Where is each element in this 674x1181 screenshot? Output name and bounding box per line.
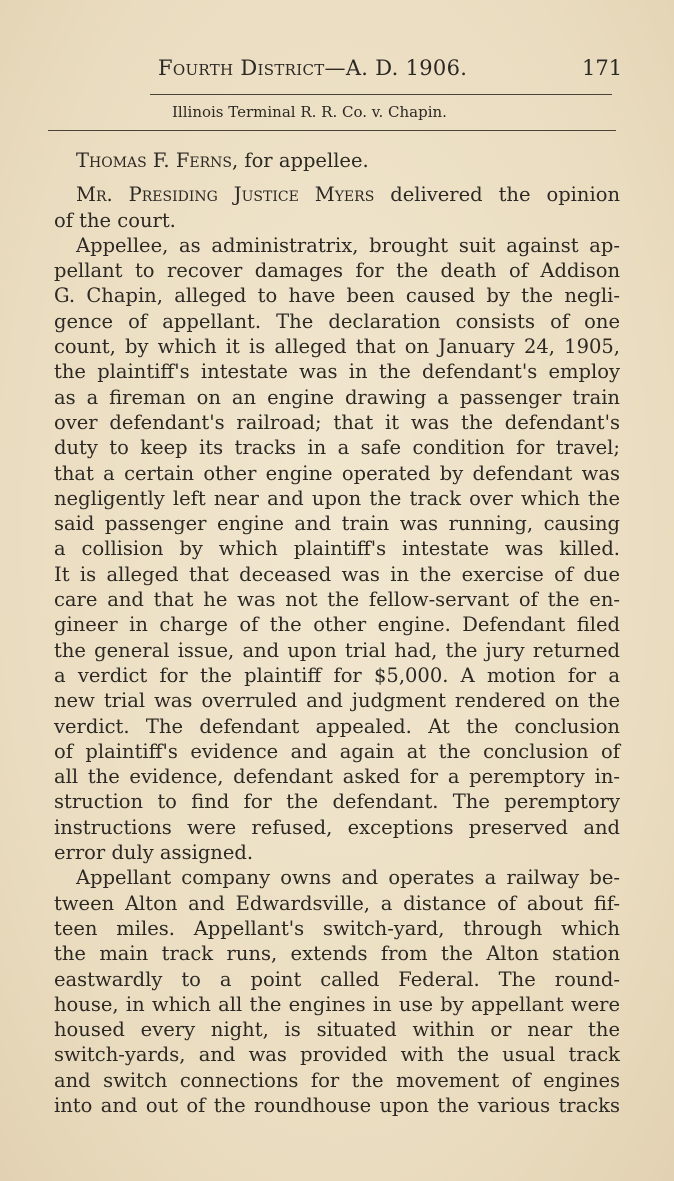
text-line: gence of appellant. The declaration consists of one	[54, 309, 620, 333]
text-line: instructions were refused, exceptions preserved and	[54, 815, 620, 839]
text-line: It is alleged that deceased was in the exercise of due	[54, 562, 620, 586]
text-line: verdict. The defendant appealed. At the conclusion	[54, 714, 620, 738]
text-line: pellant to recover damages for the death of Addison	[54, 259, 620, 283]
opinion-body	[54, 148, 620, 1118]
header-rule-bottom	[48, 130, 616, 131]
text-line: tween Alton and Edwardsville, a distance of about fif-	[54, 891, 620, 915]
text-line: gineer in charge of the other engine. Defendant filed	[54, 613, 620, 637]
text-line: Appellee, as administratrix, brought suit against ap-	[76, 233, 620, 257]
text-line: that a certain other engine operated by defendant was	[54, 461, 620, 485]
text-line: said passenger engine and train was running, causing	[54, 512, 620, 536]
text-line: eastwardly to a point called Federal. The round-	[54, 967, 620, 991]
text-line: and switch connections for the movement of engines	[54, 1068, 620, 1092]
presiding-justice: Mr. Presiding Justice Myers	[76, 183, 375, 207]
text-line: struction to find for the defendant. The peremptory	[54, 790, 620, 814]
text-line: negligently left near and upon the track over which the	[54, 486, 620, 510]
page-number: 171	[582, 56, 623, 80]
text-line: new trial was overruled and judgment rendered on the	[54, 689, 620, 713]
text-line: switch-yards, and was provided with the usual track	[54, 1043, 620, 1067]
text-line: the main track runs, extends from the Alton station	[54, 942, 620, 966]
text-line: over defendant's railroad; that it was the defendant's	[54, 410, 620, 434]
counsel-line	[54, 148, 620, 173]
text-line: count, by which it is alleged that on January 24, 1905,	[54, 335, 620, 359]
counsel-name: Thomas F. Ferns,	[76, 149, 239, 172]
text-line: housed every night, is situated within or near the	[54, 1018, 620, 1042]
text-line: of plaintiff's evidence and again at the conclusion of	[54, 739, 620, 763]
opinion-intro-rest: delivered the opinion	[374, 183, 621, 207]
text-line: house, in which all the engines in use by appellant were	[54, 992, 620, 1016]
text-line: duty to keep its tracks in a safe condition for travel;	[54, 436, 620, 460]
header-rule-top	[150, 94, 612, 95]
text-line: a verdict for the plaintiff for $5,000. A motion for a	[54, 663, 620, 687]
opinion-intro-line	[54, 182, 620, 207]
text-line: of the court.	[54, 208, 176, 232]
text-line: into and out of the roundhouse upon the various tracks	[54, 1093, 620, 1117]
running-head	[0, 56, 674, 86]
running-head-title: Fourth District—A. D. 1906.	[158, 56, 468, 80]
text-line: G. Chapin, alleged to have been caused by the negli-	[54, 284, 620, 308]
text-line: all the evidence, defendant asked for a peremptory in-	[54, 765, 620, 789]
text-line: the plaintiff's intestate was in the defendant's employ	[54, 360, 620, 384]
text-line: teen miles. Appellant's switch-yard, through which	[54, 916, 620, 940]
text-line: care and that he was not the fellow-servant of the en-	[54, 588, 620, 612]
text-line: a collision by which plaintiff's intestate was killed.	[54, 537, 620, 561]
text-line: as a fireman on an engine drawing a passenger train	[54, 385, 620, 409]
text-line: Appellant company owns and operates a railway be-	[76, 866, 620, 890]
text-line: the general issue, and upon trial had, the jury returned	[54, 638, 620, 662]
counsel-role: for appellee.	[238, 149, 369, 172]
case-caption: Illinois Terminal R. R. Co. v. Chapin.	[172, 103, 447, 121]
text-line: error duly assigned.	[54, 841, 254, 865]
